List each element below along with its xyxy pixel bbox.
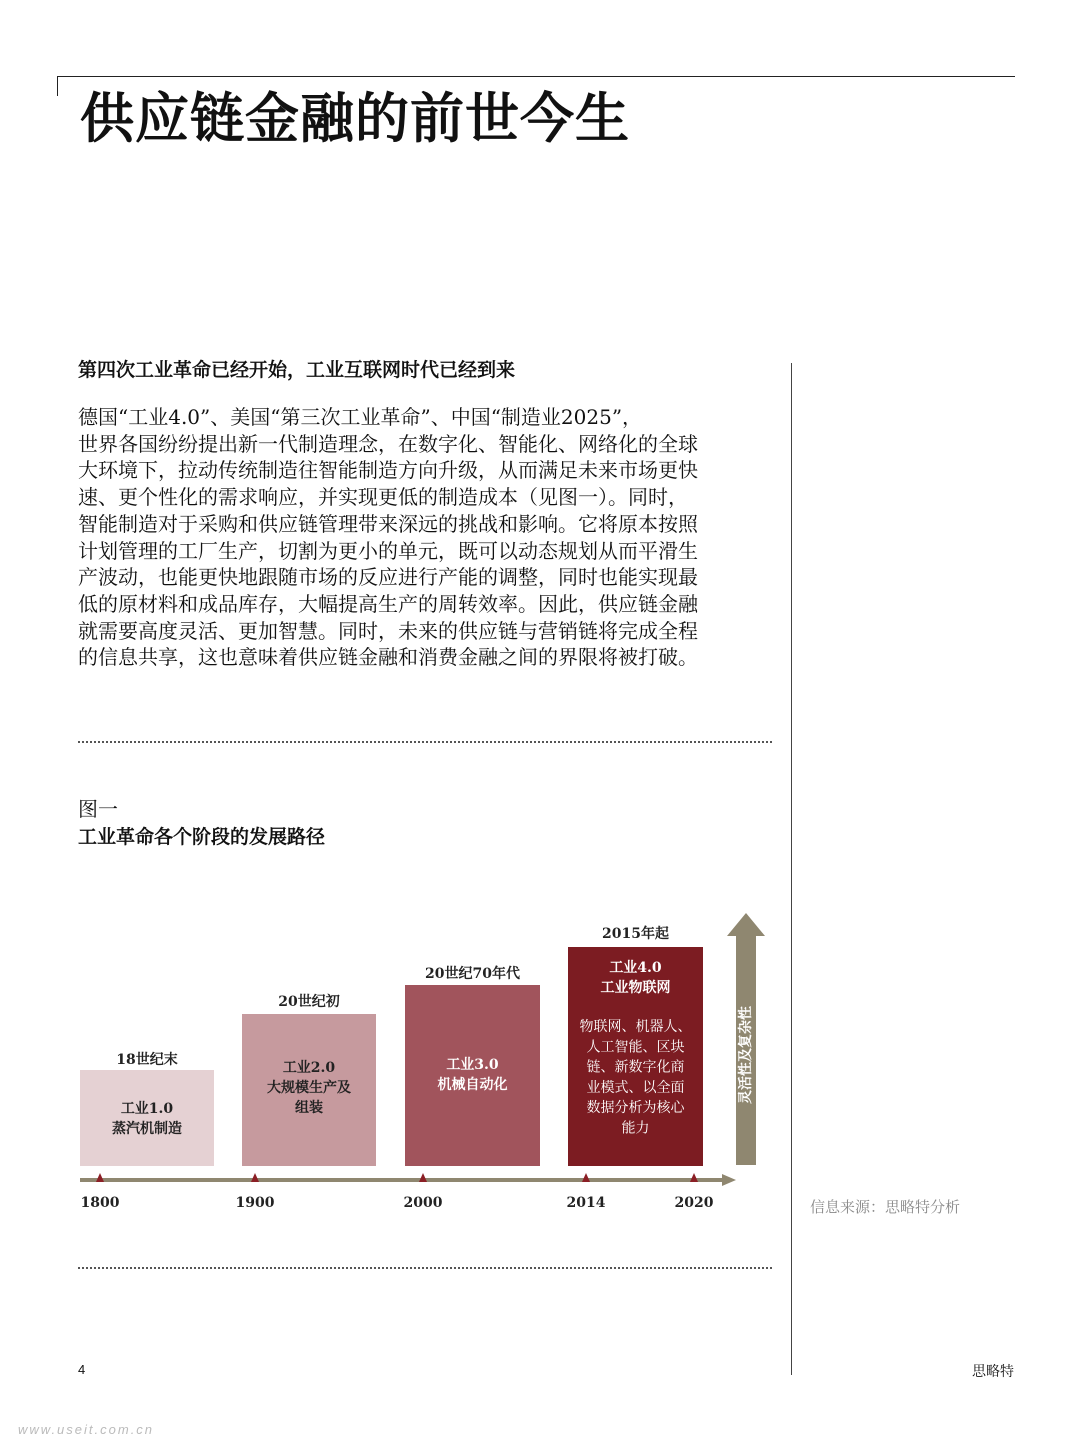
timeline-marker (419, 1173, 427, 1182)
body-line: 就需要高度灵活、更加智慧。同时，未来的供应链与营销链将完成全程 (78, 618, 698, 643)
stage-desc-line: 数据分析为核心 (586, 1100, 685, 1117)
timeline-year-label: 2020 (674, 1195, 714, 1211)
body-line: 的信息共享，这也意味着供应链金融和消费金融之间的界限将被打破。 (78, 645, 698, 670)
stage-era-label: 20世纪70年代 (425, 966, 520, 982)
stage-label-line: 机械自动化 (437, 1077, 508, 1093)
timeline-marker (582, 1173, 590, 1182)
dotted-divider (78, 1267, 772, 1269)
timeline-marker (96, 1173, 104, 1182)
stage-label-line: 工业2.0 (282, 1060, 336, 1076)
section-heading: 第四次工业革命已经开始，工业互联网时代已经到来 (78, 359, 516, 381)
stage-desc-line: 业模式、以全面 (586, 1079, 685, 1096)
body-line: 速、更个性化的需求响应，并实现更低的制造成本（见图一）。同时， (78, 485, 688, 510)
body-line: 计划管理的工厂生产，切割为更小的单元，既可以动态规划从而平滑生 (78, 538, 698, 563)
body-line: 低的原材料和成品库存，大幅提高生产的周转效率。因此，供应链金融 (78, 591, 698, 616)
body-line: 智能制造对于采购和供应链管理带来深远的挑战和影响。它将原本按照 (78, 511, 698, 536)
complexity-arrowhead (727, 913, 765, 936)
figure-title: 工业革命各个阶段的发展路径 (78, 826, 326, 848)
stage-label-line: 蒸汽机制造 (112, 1121, 182, 1137)
source-note: 信息来源：思略特分析 (810, 1198, 961, 1216)
stage-label-line: 工业4.0 (609, 960, 662, 976)
body-line: 德国“工业4.0”、美国“第三次工业革命”、中国“制造业2025”， (78, 405, 643, 429)
stage-label-line: 组装 (295, 1100, 323, 1116)
timeline-marker (251, 1173, 259, 1182)
brand-name: 思略特 (972, 1364, 1014, 1380)
stage-box (405, 985, 540, 1166)
stage-label-line: 工业1.0 (120, 1101, 174, 1117)
page-title: 供应链金融的前世今生 (80, 86, 630, 150)
figure-label: 图一 (78, 797, 118, 821)
stage-label-line: 工业3.0 (446, 1057, 499, 1073)
timeline-year-label: 2014 (566, 1195, 606, 1211)
stage-desc-line: 物联网、机器人、 (579, 1019, 692, 1035)
body-line: 产波动，也能更快地跟随市场的反应进行产能的调整，同时也能实现最 (78, 565, 698, 590)
timeline-arrowhead (722, 1174, 736, 1186)
stage-label-line: 工业物联网 (600, 980, 671, 996)
watermark: www.useit.com.cn (18, 1422, 155, 1437)
timeline-year-label: 1900 (235, 1195, 275, 1211)
stage-era-label: 20世纪初 (278, 994, 340, 1010)
stage-desc-line: 链、新数字化商 (586, 1059, 685, 1076)
timeline-year-label: 1800 (80, 1195, 120, 1211)
stage-era-label: 18世纪末 (116, 1052, 178, 1068)
stage-label-line: 大规模生产及 (267, 1080, 351, 1096)
stage-era-label: 2015年起 (602, 926, 669, 942)
timeline-year-label: 2000 (403, 1195, 443, 1211)
body-line: 世界各国纷纷提出新一代制造理念，在数字化、智能化、网络化的全球 (78, 431, 698, 456)
stage-desc-line: 人工智能、区块 (586, 1039, 685, 1056)
body-line: 大环境下，拉动传统制造往智能制造方向升级，从而满足未来市场更快 (78, 458, 698, 483)
page-number: 4 (78, 1362, 86, 1377)
stage-box (80, 1070, 214, 1166)
complexity-arrow-label: 灵活性及复杂性 (738, 1006, 754, 1104)
stage-desc-line: 能力 (621, 1120, 650, 1137)
timeline-marker (690, 1173, 698, 1182)
